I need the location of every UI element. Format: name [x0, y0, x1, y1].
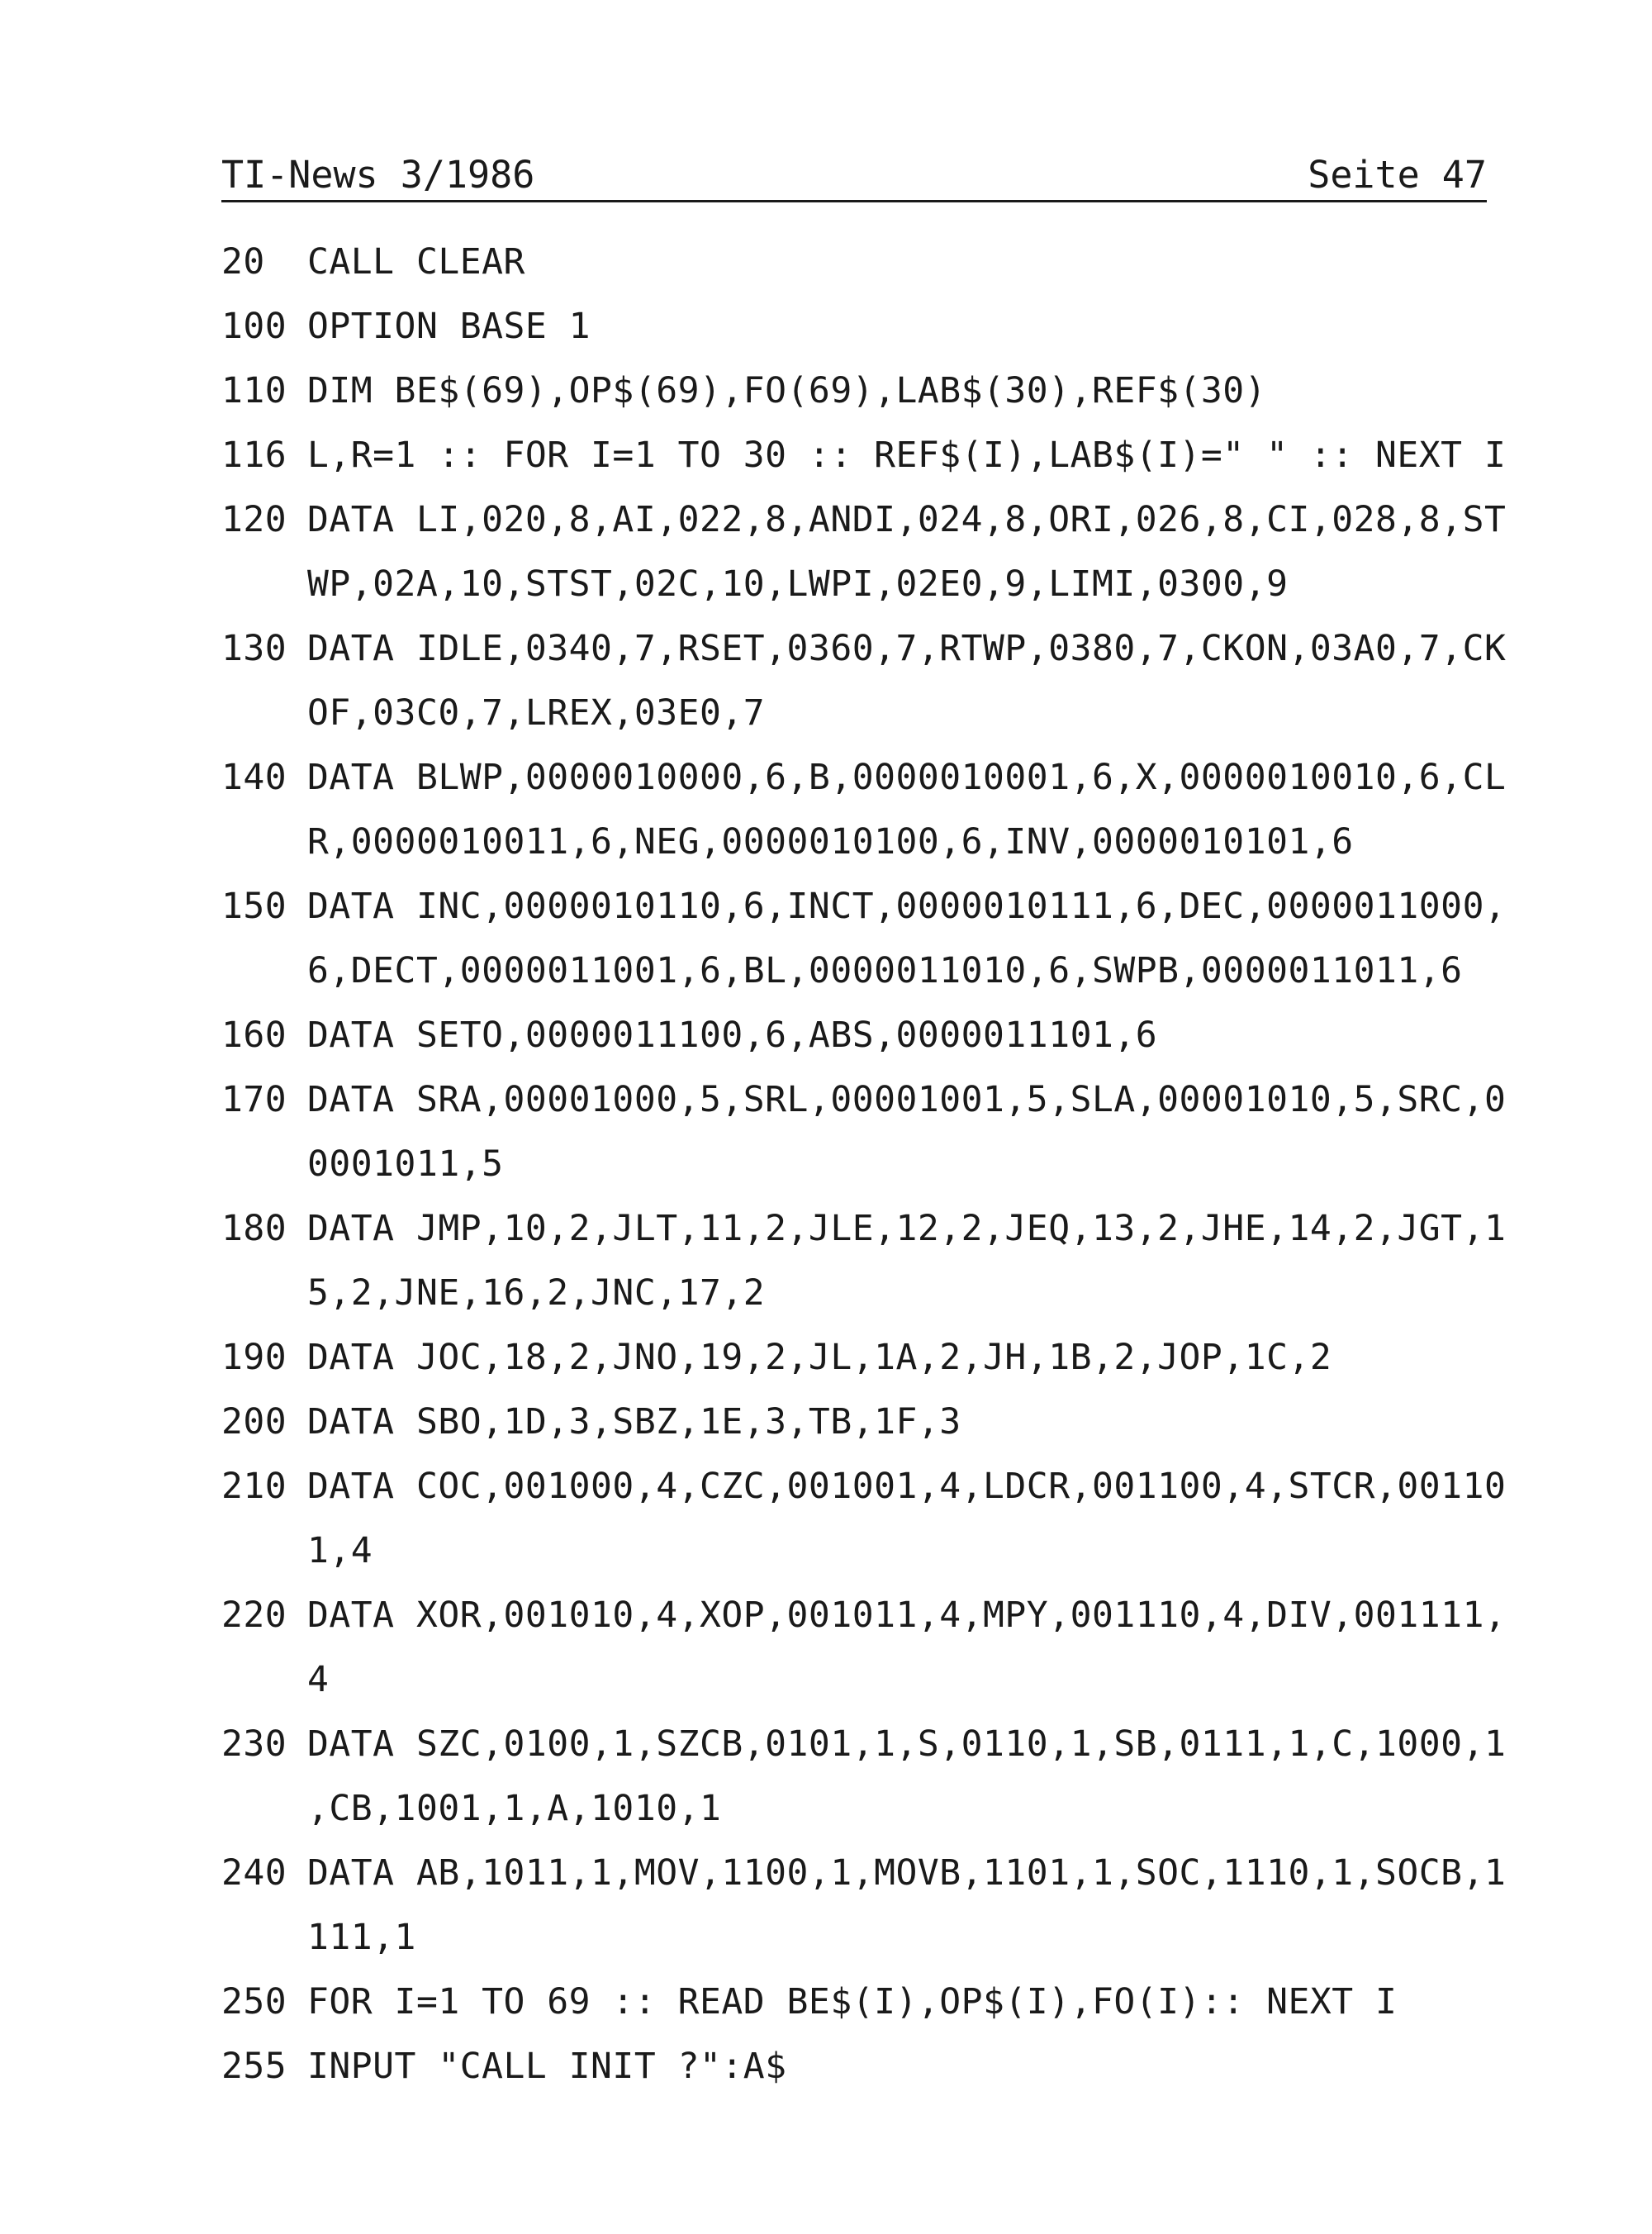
code-line: [221, 745, 1507, 810]
code-line: [221, 1390, 1493, 1454]
code-line-continuation: 6,DECT,0000011001,6,BL,0000011010,6,SWPB,0000011011,6: [307, 950, 1463, 991]
line-number: 20: [221, 241, 265, 283]
line-number: 116: [221, 435, 287, 476]
line-number: 150: [221, 886, 287, 927]
code-line: [221, 1583, 1507, 1647]
line-number: 120: [221, 499, 287, 540]
line-statement: L,R=1 :: FOR I=1 TO 30 :: REF$(I),LAB$(I)=" " :: NEXT I: [307, 435, 1507, 476]
line-number: 240: [221, 1852, 287, 1894]
line-number: 190: [221, 1337, 287, 1378]
line-statement: FOR I=1 TO 69 :: READ BE$(I),OP$(I),FO(I):: NEXT I: [307, 1981, 1398, 2022]
line-statement: DATA INC,0000010110,6,INCT,0000010111,6,DEC,0000011000,: [307, 886, 1507, 927]
line-statement: OPTION BASE 1: [307, 306, 591, 347]
line-number: 255: [221, 2046, 287, 2087]
code-line-continuation: WP,02A,10,STST,02C,10,LWPI,02E0,9,LIMI,0300,9: [307, 563, 1289, 605]
code-line: [221, 1841, 1507, 1905]
line-statement: DATA BLWP,0000010000,6,B,0000010001,6,X,0000010010,6,CL: [307, 757, 1507, 798]
line-number: 100: [221, 306, 287, 347]
code-line: [221, 423, 1507, 487]
code-line: [221, 616, 1507, 681]
code-line: [221, 359, 1493, 423]
code-line-continuation: 111,1: [307, 1917, 416, 1958]
line-statement: DATA SETO,0000011100,6,ABS,0000011101,6: [307, 1015, 1158, 1056]
code-line: [221, 230, 1493, 294]
code-line-continuation: ,CB,1001,1,A,1010,1: [307, 1788, 722, 1829]
line-statement: DATA SZC,0100,1,SZCB,0101,1,S,0110,1,SB,0111,1,C,1000,1: [307, 1723, 1507, 1765]
line-statement: DATA SBO,1D,3,SBZ,1E,3,TB,1F,3: [307, 1401, 961, 1443]
code-line: [221, 1454, 1507, 1519]
code-line: [221, 2034, 1493, 2099]
line-statement: DATA COC,001000,4,CZC,001001,4,LDCR,001100,4,STCR,00110: [307, 1466, 1507, 1507]
line-number: 110: [221, 370, 287, 411]
code-line-continuation: 0001011,5: [307, 1143, 504, 1185]
code-line-continuation: 1,4: [307, 1530, 373, 1571]
line-number: 200: [221, 1401, 287, 1443]
page-number: Seite 47: [1308, 153, 1487, 197]
code-line: [221, 294, 1493, 359]
line-statement: DATA AB,1011,1,MOV,1100,1,MOVB,1101,1,SOC,1110,1,SOCB,1: [307, 1852, 1507, 1894]
line-number: 230: [221, 1723, 287, 1765]
line-statement: CALL CLEAR: [307, 241, 525, 283]
line-statement: DATA XOR,001010,4,XOP,001011,4,MPY,001110,4,DIV,001111,: [307, 1595, 1507, 1636]
line-statement: DATA IDLE,0340,7,RSET,0360,7,RTWP,0380,7,CKON,03A0,7,CK: [307, 628, 1507, 669]
line-number: 220: [221, 1595, 287, 1636]
basic-program-listing: [221, 230, 1507, 2099]
code-line: [221, 1067, 1507, 1132]
line-number: 140: [221, 757, 287, 798]
code-line: [221, 874, 1507, 939]
code-line: [221, 1196, 1507, 1261]
code-line-continuation: R,0000010011,6,NEG,0000010100,6,INV,0000010101,6: [307, 821, 1354, 863]
code-line: [221, 1325, 1493, 1390]
line-statement: DATA LI,020,8,AI,022,8,ANDI,024,8,ORI,026,8,CI,028,8,ST: [307, 499, 1507, 540]
line-statement: INPUT "CALL INIT ?":A$: [307, 2046, 787, 2087]
page-header: [221, 149, 1487, 202]
publication-title: TI-News 3/1986: [221, 153, 535, 197]
line-number: 250: [221, 1981, 287, 2022]
code-line: [221, 1712, 1507, 1776]
line-number: 160: [221, 1015, 287, 1056]
line-statement: DIM BE$(69),OP$(69),FO(69),LAB$(30),REF$(30): [307, 370, 1267, 411]
code-line: [221, 1003, 1493, 1067]
line-number: 130: [221, 628, 287, 669]
code-line-continuation: 4: [307, 1659, 330, 1700]
code-line: [221, 1970, 1493, 2034]
line-statement: DATA JOC,18,2,JNO,19,2,JL,1A,2,JH,1B,2,JOP,1C,2: [307, 1337, 1332, 1378]
code-line-continuation: 5,2,JNE,16,2,JNC,17,2: [307, 1272, 766, 1314]
code-line: [221, 487, 1507, 552]
line-number: 210: [221, 1466, 287, 1507]
line-number: 180: [221, 1208, 287, 1249]
code-line-continuation: OF,03C0,7,LREX,03E0,7: [307, 692, 766, 734]
header-rule: [221, 200, 1487, 202]
line-statement: DATA SRA,00001000,5,SRL,00001001,5,SLA,00001010,5,SRC,0: [307, 1079, 1507, 1120]
line-statement: DATA JMP,10,2,JLT,11,2,JLE,12,2,JEQ,13,2,JHE,14,2,JGT,1: [307, 1208, 1507, 1249]
line-number: 170: [221, 1079, 287, 1120]
